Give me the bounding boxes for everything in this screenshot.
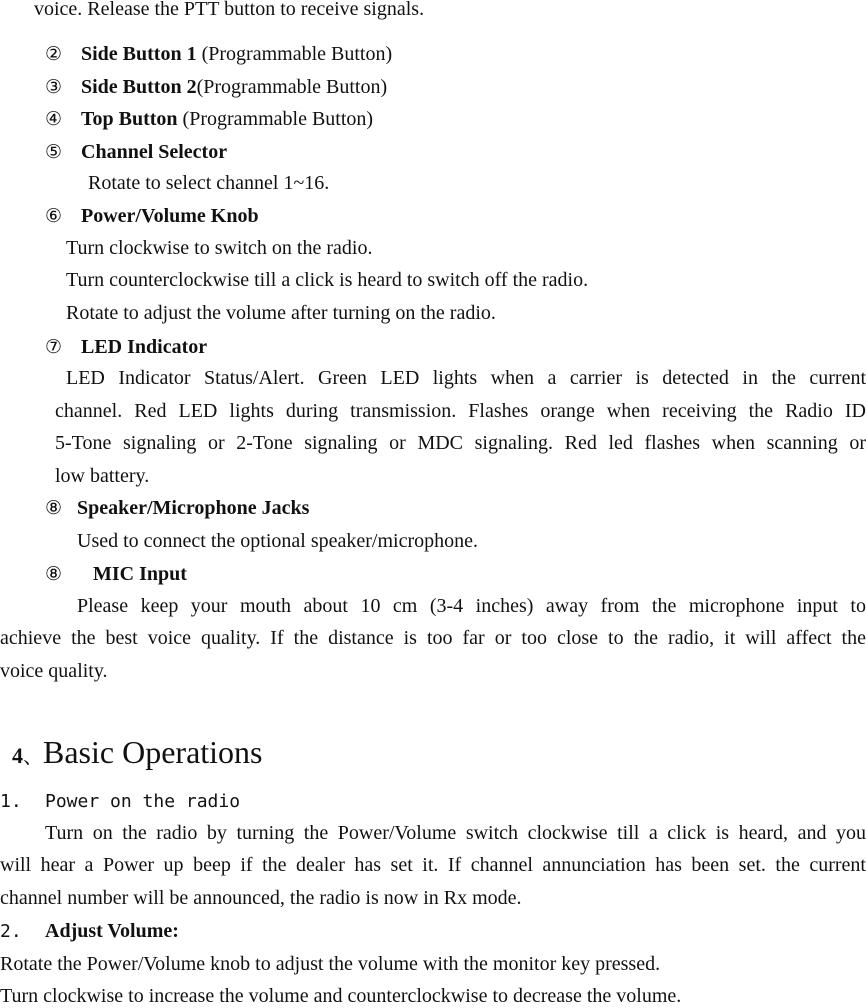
item-title: Power/Volume Knob	[81, 205, 259, 227]
op-desc-line: Rotate the Power/Volume knob to adjust the volume with the monitor key pressed.	[0, 953, 661, 975]
item-number: ⑥	[45, 205, 63, 227]
item-desc-line: low battery.	[55, 465, 150, 487]
item-title: Speaker/Microphone Jacks	[77, 497, 310, 519]
section-separator: 、	[23, 744, 43, 768]
item-mic-input	[45, 562, 187, 586]
op-desc-line: will hear a Power up beep if the dealer has set it. If channel annunciation has been set. the current	[0, 854, 866, 876]
item-desc-line: Used to connect the optional speaker/microphone.	[77, 530, 478, 552]
item-number: ⑦	[45, 336, 63, 358]
item-number: ④	[45, 108, 63, 130]
item-desc-line: Rotate to select channel 1~16.	[88, 172, 330, 194]
item-desc-line: Turn counterclockwise till a click is heard to switch off the radio.	[66, 269, 589, 291]
item-title: Channel Selector	[81, 141, 228, 163]
item-desc-line: Please keep your mouth about 10 cm (3-4 inches) away from the microphone input to	[77, 595, 866, 617]
intro-tail-text: voice. Release the PTT button to receive signals.	[34, 0, 425, 20]
op-desc-line: Turn on the radio by turning the Power/Volume switch clockwise till a click is heard, and you	[45, 822, 866, 844]
item-desc-line: 5-Tone signaling or 2-Tone signaling or MDC signaling. Red led flashes when scanning or	[55, 432, 866, 454]
item-side-button-2	[45, 75, 387, 99]
op-desc-line: Turn clockwise to increase the volume and counterclockwise to decrease the volume.	[0, 985, 682, 1007]
op-adjust-volume	[0, 919, 179, 944]
section-title: Basic Operations	[43, 734, 263, 770]
op-power-on	[0, 789, 240, 814]
item-desc: (Programmable Button)	[196, 43, 393, 65]
item-desc-line: voice quality.	[0, 660, 108, 682]
item-title: Side Button 1	[81, 43, 197, 65]
item-desc-line: LED Indicator Status/Alert. Green LED lights when a carrier is detected in the current	[66, 367, 866, 389]
item-led-indicator	[45, 335, 207, 359]
op-title: Adjust Volume:	[45, 920, 179, 942]
item-desc-line: Rotate to adjust the volume after turning on the radio.	[66, 302, 496, 324]
item-title: Top Button	[81, 108, 178, 130]
item-title: MIC Input	[93, 563, 187, 585]
item-desc: (Programmable Button)	[196, 76, 388, 98]
item-number: ⑤	[45, 141, 63, 163]
item-power-volume-knob	[45, 204, 259, 228]
section-number: 4	[12, 743, 23, 768]
op-title: Power on the radio	[45, 791, 241, 812]
item-channel-selector	[45, 140, 227, 164]
item-title: Side Button 2	[81, 76, 197, 98]
section-heading	[12, 732, 263, 776]
item-top-button	[45, 107, 373, 131]
item-side-button-1	[45, 42, 392, 66]
item-desc: (Programmable Button)	[177, 108, 374, 130]
op-number: 2.	[0, 921, 22, 942]
item-desc-line: Turn clockwise to switch on the radio.	[66, 237, 373, 259]
item-number: ⑧	[45, 563, 63, 585]
item-speaker-mic-jacks	[45, 496, 309, 520]
item-title: LED Indicator	[81, 336, 208, 358]
op-desc-line: channel number will be announced, the radio is now in Rx mode.	[0, 887, 522, 909]
item-number: ③	[45, 76, 63, 98]
item-desc-line: achieve the best voice quality. If the distance is too far or too close to the radio, it will affect the	[0, 627, 866, 649]
item-number: ⑧	[45, 497, 63, 519]
item-desc-line: channel. Red LED lights during transmission. Flashes orange when receiving the Radio ID	[55, 400, 866, 422]
op-number: 1.	[0, 791, 22, 812]
item-number: ②	[45, 43, 63, 65]
